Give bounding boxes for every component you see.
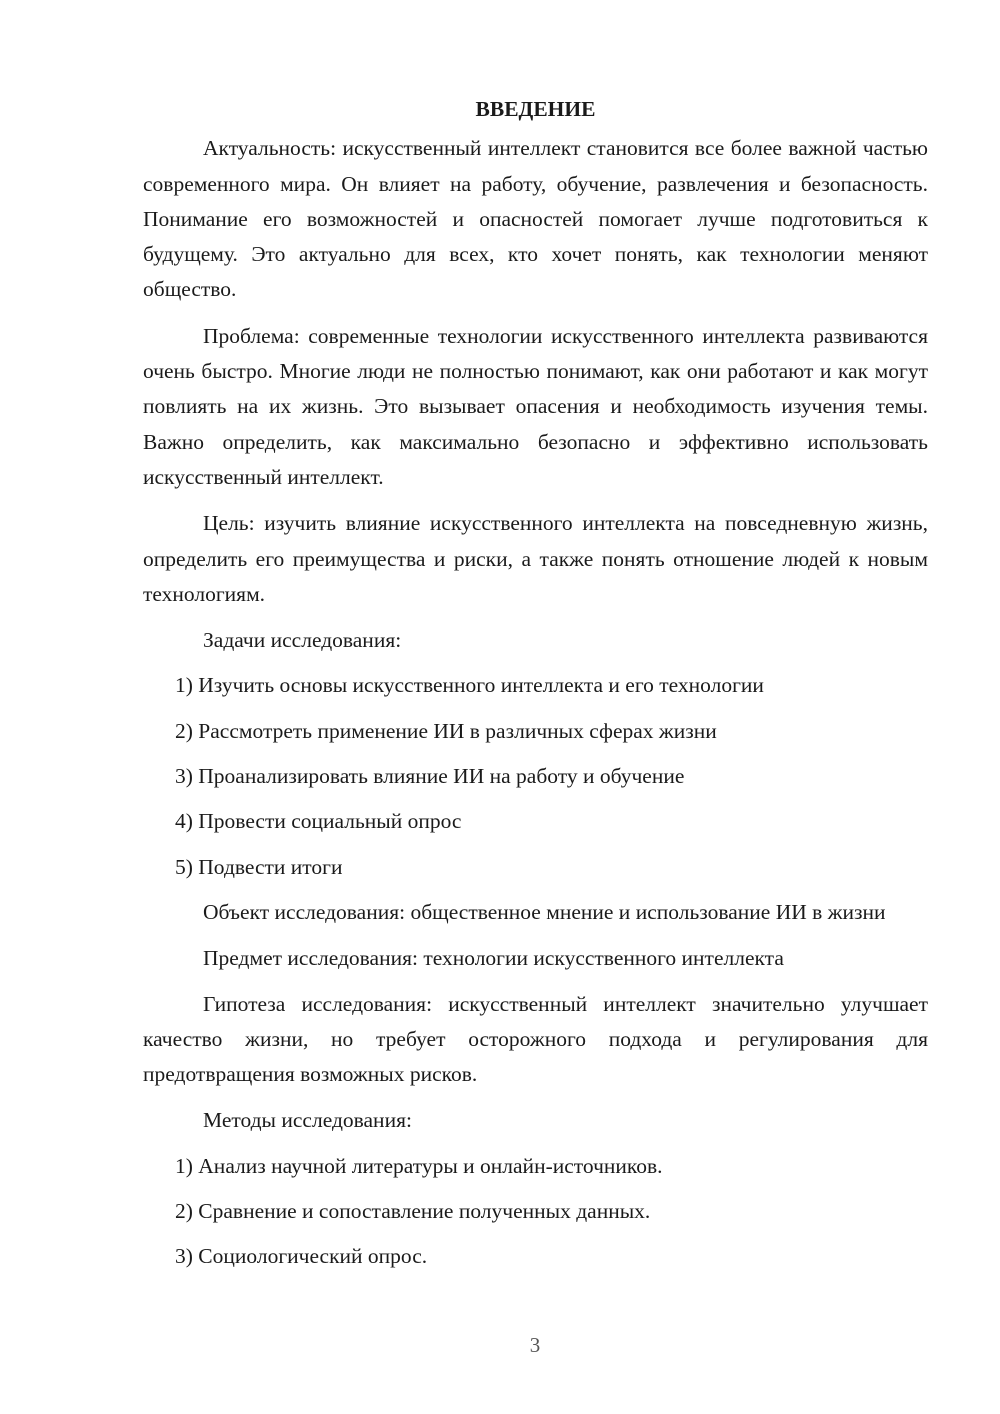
document-page: [143, 92, 928, 1285]
list-item: 3) Социологический опрос.: [175, 1244, 428, 1269]
list-item: 3) Проанализировать влияние ИИ на работу и обучение: [175, 764, 685, 789]
object-paragraph: Объект исследования: общественное мнение и использование ИИ в жизни: [203, 899, 886, 924]
list-item: 2) Сравнение и сопоставление полученных данных.: [175, 1199, 651, 1224]
subject-paragraph: Предмет исследования: технологии искусственного интеллекта: [203, 946, 784, 971]
tasks-heading: Задачи исследования:: [203, 628, 402, 653]
methods-heading: Методы исследования:: [203, 1108, 412, 1133]
list-item: 1) Анализ научной литературы и онлайн-источников.: [175, 1153, 663, 1178]
relevance-paragraph: Актуальность: искусственный интеллект становится все более важной частью современного мира. Он влияет на работу, обучение, развлечения и безопасность. Понимание его возможностей и опасностей помогает лучше подготовиться к будущему. Это актуально для всех, кто хочет понять, как технологии меняют общество.: [143, 136, 928, 302]
list-item: 4) Провести социальный опрос: [175, 809, 462, 834]
methods-list: [143, 1149, 928, 1275]
tasks-list: [143, 668, 928, 884]
page-number: 3: [529, 1333, 541, 1357]
page-title: ВВЕДЕНИЕ: [475, 97, 596, 121]
list-item: 5) Подвести итоги: [175, 854, 343, 879]
goal-paragraph: Цель: изучить влияние искусственного интеллекта на повседневную жизнь, определить его преимущества и риски, а также понять отношение людей к новым технологиям.: [143, 511, 928, 606]
problem-paragraph: Проблема: современные технологии искусственного интеллекта развиваются очень быстро. Многие люди не полностью понимают, как они работают и как могут повлиять на их жизнь. Это вызывает опасения и необходимость изучения темы. Важно определить, как максимально безопасно и эффективно использовать искусственный интеллект.: [143, 323, 928, 489]
list-item: 2) Рассмотреть применение ИИ в различных сферах жизни: [175, 718, 717, 743]
list-item: 1) Изучить основы искусственного интеллекта и его технологии: [175, 673, 764, 698]
hypothesis-paragraph: Гипотеза исследования: искусственный интеллект значительно улучшает качество жизни, но требует осторожного подхода и регулирования для предотвращения возможных рисков.: [143, 991, 928, 1087]
